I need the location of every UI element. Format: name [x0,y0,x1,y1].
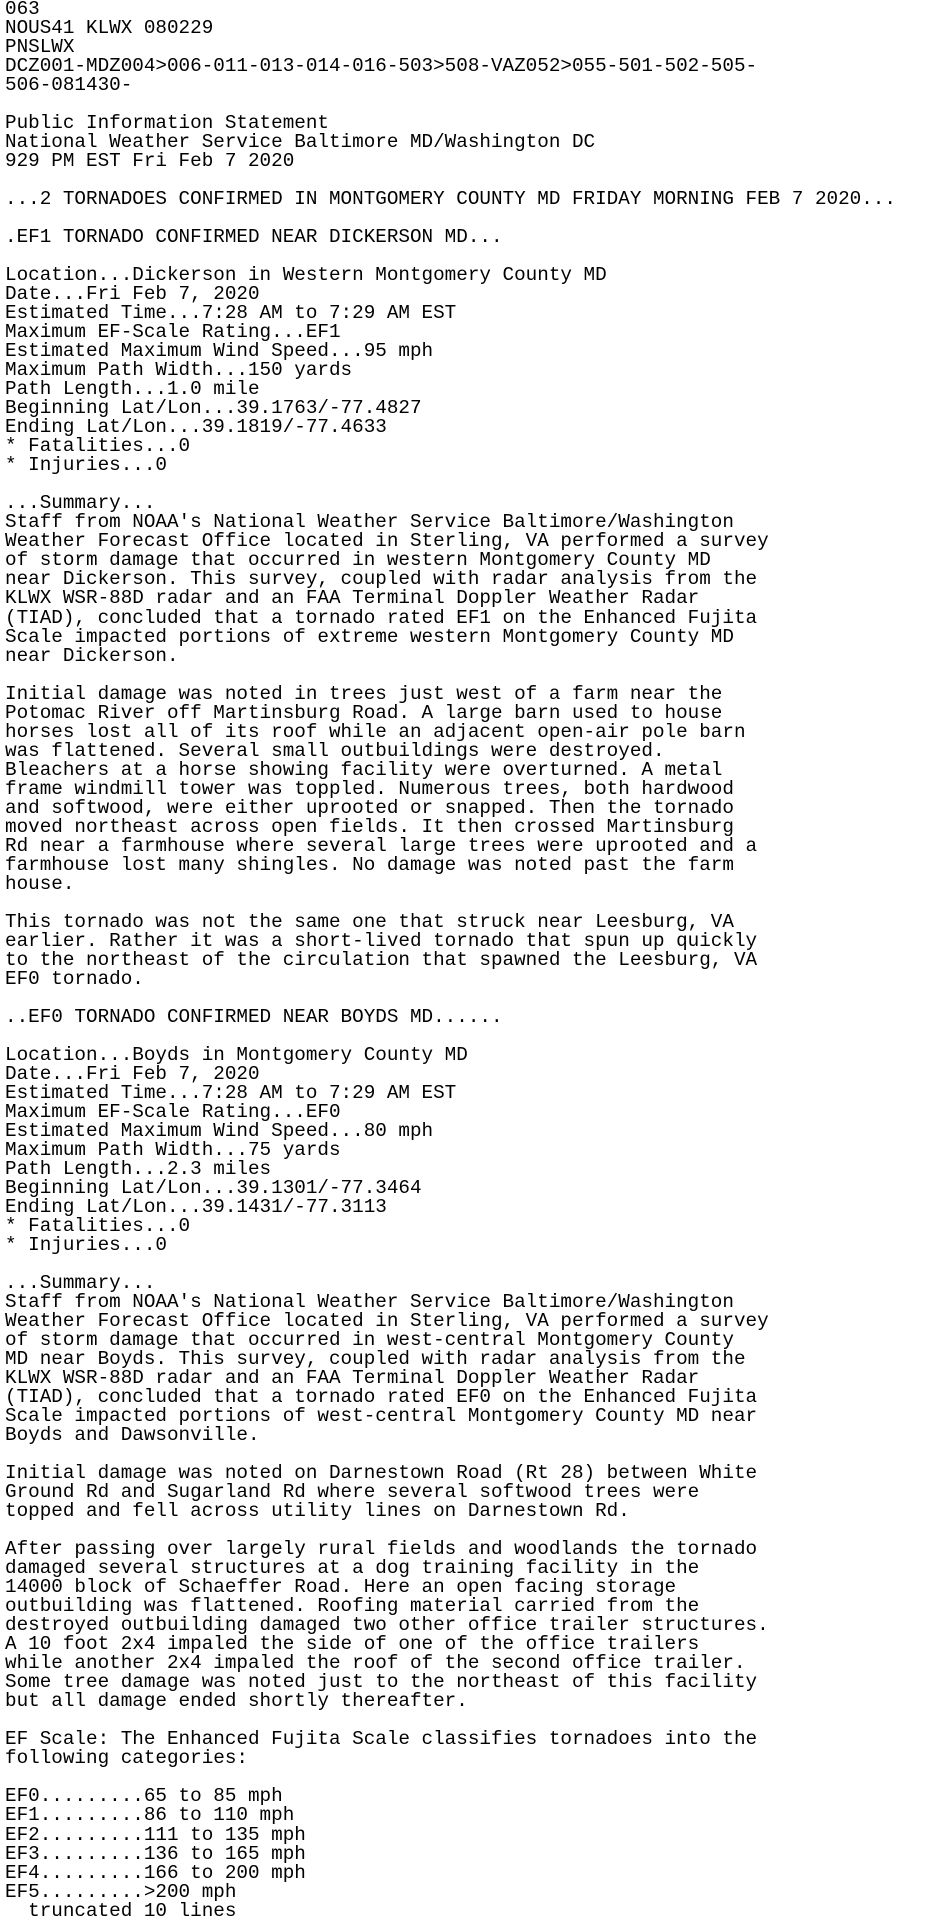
text-line: Estimated Maximum Wind Speed...95 mph [5,340,434,363]
text-line: Initial damage was noted on Darnestown Road (Rt 28) between White [5,1462,758,1485]
text-line: EF0 tornado. [5,967,144,990]
blank-line [5,894,930,913]
text-line: truncated 10 lines [5,1899,237,1922]
text-line: This tornado was not the same one that struck near Leesburg, VA [5,910,734,933]
text-line: horses lost all of its roof while an adjacent open-air pole barn [5,720,746,743]
text-line: but all damage ended shortly thereafter. [5,1690,468,1713]
text-line: destroyed outbuilding damaged two other office trailer structures. [5,1614,769,1637]
text-line: .EF1 TORNADO CONFIRMED NEAR DICKERSON MD... [5,226,503,249]
text-line: ...2 TORNADOES CONFIRMED IN MONTGOMERY COUNTY MD FRIDAY MORNING FEB 7 2020... [5,188,896,211]
text-line: Bleachers at a horse showing facility were overturned. A metal [5,758,723,781]
text-line: of storm damage that occurred in western Montgomery County MD [5,549,711,572]
text-line: following categories: [5,1747,248,1770]
text-line: After passing over largely rural fields and woodlands the tornado [5,1538,758,1561]
text-line: Initial damage was noted in trees just west of a farm near the [5,682,723,705]
text-line: (TIAD), concluded that a tornado rated EF0 on the Enhanced Fujita [5,1386,758,1409]
text-line: Boyds and Dawsonville. [5,1424,260,1447]
text-line: Path Length...1.0 mile [5,378,260,401]
text-line: NOUS41 KLWX 080229 [5,17,214,40]
text-line: ..EF0 TORNADO CONFIRMED NEAR BOYDS MD...... [5,1005,503,1028]
text-line: Maximum EF-Scale Rating...EF0 [5,1100,341,1123]
text-line: Maximum EF-Scale Rating...EF1 [5,321,341,344]
text-line: * Injuries...0 [5,454,167,477]
text-line: Estimated Maximum Wind Speed...80 mph [5,1119,434,1142]
text-line: 506-081430- [5,74,133,97]
text-line: Ending Lat/Lon...39.1819/-77.4633 [5,416,387,439]
text-line: 063 [5,0,40,20]
text-line: EF2.........111 to 135 mph [5,1823,306,1846]
text-line: Rd near a farmhouse where several large trees were uprooted and a [5,834,758,857]
text-line: Weather Forecast Office located in Sterling, VA performed a survey [5,1310,769,1333]
text-line: of storm damage that occurred in west-central Montgomery County [5,1329,734,1352]
text-line: EF1.........86 to 110 mph [5,1804,295,1827]
text-line: and softwood, were either uprooted or snapped. Then the tornado [5,796,734,819]
text-line: Estimated Time...7:28 AM to 7:29 AM EST [5,302,457,325]
blank-line [5,1027,930,1046]
text-line: EF0.........65 to 85 mph [5,1785,283,1808]
text-line: DCZ001-MDZ004>006-011-013-014-016-503>508-VAZ052>055-501-502-505- [5,55,758,78]
text-line: moved northeast across open fields. It then crossed Martinsburg [5,815,734,838]
text-line: EF4.........166 to 200 mph [5,1861,306,1884]
text-line: Weather Forecast Office located in Sterling, VA performed a survey [5,530,769,553]
text-line: KLWX WSR-88D radar and an FAA Terminal Doppler Weather Radar [5,587,700,610]
text-line: KLWX WSR-88D radar and an FAA Terminal Doppler Weather Radar [5,1367,700,1390]
text-line: (TIAD), concluded that a tornado rated EF1 on the Enhanced Fujita [5,606,758,629]
text-line: * Fatalities...0 [5,1215,191,1237]
blank-line [5,666,930,685]
text-line: EF5.........>200 mph [5,1880,237,1903]
text-line: Location...Dickerson in Western Montgomery County MD [5,264,607,287]
text-line: EF Scale: The Enhanced Fujita Scale classifies tornadoes into the [5,1728,758,1751]
text-line: ...Summary... [5,1272,156,1295]
text-line: Public Information Statement [5,112,329,135]
text-line: National Weather Service Baltimore MD/Washington DC [5,131,596,154]
blank-line [5,989,930,1008]
text-line: near Dickerson. This survey, coupled with radar analysis from the [5,568,758,591]
text-line: A 10 foot 2x4 impaled the side of one of the office trailers [5,1633,700,1656]
text-line: Beginning Lat/Lon...39.1301/-77.3464 [5,1176,422,1199]
text-line: Staff from NOAA's National Weather Service Baltimore/Washington [5,1291,734,1314]
text-line: Scale impacted portions of extreme western Montgomery County MD [5,625,734,648]
text-line: PNSLWX [5,36,75,59]
text-line: MD near Boyds. This survey, coupled with radar analysis from the [5,1348,746,1371]
text-line: Staff from NOAA's National Weather Service Baltimore/Washington [5,511,734,534]
text-line: Some tree damage was noted just to the northeast of this facility [5,1671,758,1694]
text-line: to the northeast of the circulation that spawned the Leesburg, VA [5,948,758,971]
text-line: Estimated Time...7:28 AM to 7:29 AM EST [5,1081,457,1104]
text-line: Beginning Lat/Lon...39.1763/-77.4827 [5,397,422,420]
text-line: house. [5,872,75,895]
text-line: earlier. Rather it was a short-lived tornado that spun up quickly [5,929,758,952]
text-line: 14000 block of Schaeffer Road. Here an open facing storage [5,1576,677,1599]
text-line: outbuilding was flattened. Roofing material carried from the [5,1595,700,1618]
text-line: EF3.........136 to 165 mph [5,1842,306,1865]
text-line: topped and fell across utility lines on Darnestown Rd. [5,1500,630,1523]
text-line: Potomac River off Martinsburg Road. A large barn used to house [5,701,723,724]
text-line: Date...Fri Feb 7, 2020 [5,1062,260,1085]
text-line: near Dickerson. [5,644,179,667]
text-line: farmhouse lost many shingles. No damage was noted past the farm [5,853,734,876]
text-line: Ending Lat/Lon...39.1431/-77.3113 [5,1195,387,1218]
text-line: Ground Rd and Sugarland Rd where several softwood trees were [5,1481,700,1504]
text-line: Scale impacted portions of west-central Montgomery County MD near [5,1405,758,1428]
text-line: Date...Fri Feb 7, 2020 [5,283,260,306]
text-line: 929 PM EST Fri Feb 7 2020 [5,150,295,173]
text-line: damaged several structures at a dog training facility in the [5,1557,700,1580]
text-line: Maximum Path Width...150 yards [5,359,353,382]
text-line: frame windmill tower was toppled. Numerous trees, both hardwood [5,777,734,800]
text-line: Location...Boyds in Montgomery County MD [5,1043,468,1066]
text-line: Maximum Path Width...75 yards [5,1138,341,1161]
text-line: while another 2x4 impaled the roof of the second office trailer. [5,1652,746,1675]
text-line: was flattened. Several small outbuildings were destroyed. [5,739,665,762]
text-line: Path Length...2.3 miles [5,1157,272,1180]
text-line: * Injuries...0 [5,1234,167,1257]
text-line: ...Summary... [5,492,156,515]
text-line: * Fatalities...0 [5,435,191,458]
